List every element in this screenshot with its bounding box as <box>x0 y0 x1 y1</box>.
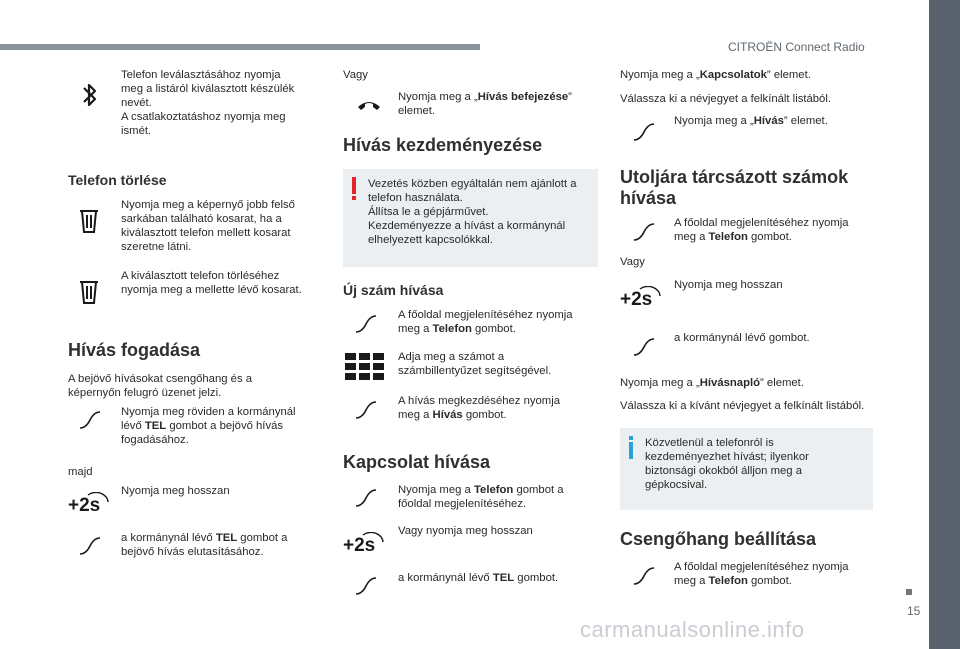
new-number-text-1: A főoldal megjelenítéséhez nyomja meg a Telefon gombot. <box>398 309 573 335</box>
info-text: Közvetlenül a telefonról is kezdeményezhet hívást; ilyenkor biztonsági okokból álljon meg a gépkocsival. <box>645 437 809 491</box>
bluetooth-icon <box>80 80 100 110</box>
two-seconds-icon <box>68 492 112 516</box>
warning-box <box>343 169 598 267</box>
vagy-text: Vagy <box>620 256 645 268</box>
brand-title: CITROËN Connect Radio <box>728 40 865 54</box>
steering-switch-icon <box>632 337 656 357</box>
majd-text: majd <box>68 466 93 478</box>
page-marker <box>906 589 912 595</box>
heading-receive-call: Hívás fogadása <box>68 340 201 360</box>
two-seconds-icon <box>620 286 664 310</box>
last-text-2: Nyomja meg hosszan <box>674 279 783 291</box>
ring-text-1: A főoldal megjelenítéséhez nyomja meg a Telefon gombot. <box>674 561 849 587</box>
steering-switch-icon <box>354 400 378 420</box>
contacts-line-2: Válassza ki a névjegyet a felkínált listából. <box>620 93 831 105</box>
steering-switch-icon <box>632 566 656 586</box>
info-icon <box>628 436 634 460</box>
steering-switch-icon <box>78 536 102 556</box>
trash-icon <box>78 208 100 234</box>
two-seconds-label: +2s <box>620 289 653 310</box>
receive-text-2: Nyomja meg hosszan <box>121 485 230 497</box>
contact-text-1: Nyomja meg a Telefon gombot a főoldal megjelenítéséhez. <box>398 484 564 510</box>
two-seconds-label: +2s <box>68 495 101 516</box>
contact-text-3: a kormánynál lévő TEL gombot. <box>398 572 559 584</box>
info-box <box>620 428 873 510</box>
heading-new-number: Új szám hívása <box>343 282 444 298</box>
steering-switch-icon <box>632 122 656 142</box>
heading-call-contact: Kapcsolat hívása <box>343 452 491 472</box>
warning-text: Vezetés közben egyáltalán nem ajánlott a telefon használata. Állítsa le a gépjárművet. Kezdeményezze a hívást a kormánynál elhelyezett kapcsolókkal. <box>368 178 577 246</box>
contacts-line-1: Nyomja meg a „Kapcsolatok” elemet. <box>620 69 811 81</box>
steering-switch-icon <box>632 222 656 242</box>
two-seconds-label: +2s <box>343 535 376 556</box>
watermark: carmanualsonline.info <box>580 617 805 642</box>
page-number: 15 <box>907 604 921 618</box>
two-seconds-icon <box>343 532 387 556</box>
steering-switch-icon <box>354 576 378 596</box>
vagy-text: Vagy <box>343 69 368 81</box>
receive-text-3: a kormánynál lévő TEL gombot a bejövő hívás elutasításához. <box>121 532 288 558</box>
receive-intro: A bejövő hívásokat csengőhang és a képernyőn felugró üzenet jelzi. <box>68 373 253 399</box>
header-rule <box>0 44 480 50</box>
contacts-call-text: Nyomja meg a „Hívás” elemet. <box>674 115 828 127</box>
steering-switch-icon <box>78 410 102 430</box>
heading-last-numbers: Utoljára tárcsázott számok hívása <box>620 167 849 208</box>
new-number-text-3: A hívás megkezdéséhez nyomja meg a Hívás gombot. <box>398 395 561 421</box>
steering-switch-icon <box>354 488 378 508</box>
end-call-text: Nyomja meg a „Hívás befejezése” elemet. <box>398 91 572 117</box>
delete-text-1: Nyomja meg a képernyő jobb felső sarkában található kosarat, ha a kiválasztott telefon mellett kosarat szeretne látni. <box>121 199 295 253</box>
bluetooth-text: Telefon leválasztásához nyomja meg a listáról kiválasztott készülék nevét. A csatlakoztatáshoz nyomja meg ismét. <box>121 69 295 137</box>
call-log-line-2: Válassza ki a kívánt névjegyet a felkínált listából. <box>620 400 865 412</box>
heading-ringtone: Csengőhang beállítása <box>620 529 817 549</box>
keypad-icon <box>345 353 385 381</box>
warning-icon <box>351 177 357 201</box>
delete-text-2: A kiválasztott telefon törléséhez nyomja meg a mellette lévő kosarat. <box>121 270 302 296</box>
steering-switch-icon <box>354 314 378 334</box>
call-log-line-1: Nyomja meg a „Hívásnapló” elemet. <box>620 377 804 389</box>
last-text-1: A főoldal megjelenítéséhez nyomja meg a Telefon gombot. <box>674 217 849 243</box>
hang-up-icon <box>356 98 382 112</box>
heading-make-call: Hívás kezdeményezése <box>343 135 543 155</box>
heading-delete-phone: Telefon törlése <box>68 172 167 188</box>
receive-text-1: Nyomja meg röviden a kormánynál lévő TEL gombot a bejövő hívás fogadásához. <box>121 406 296 446</box>
page-side-tab <box>929 0 960 649</box>
trash-icon <box>78 279 100 305</box>
last-text-3: a kormánynál lévő gombot. <box>674 332 810 344</box>
contact-text-2: Vagy nyomja meg hosszan <box>398 525 533 537</box>
new-number-text-2: Adja meg a számot a számbillentyűzet segítségével. <box>398 351 552 377</box>
